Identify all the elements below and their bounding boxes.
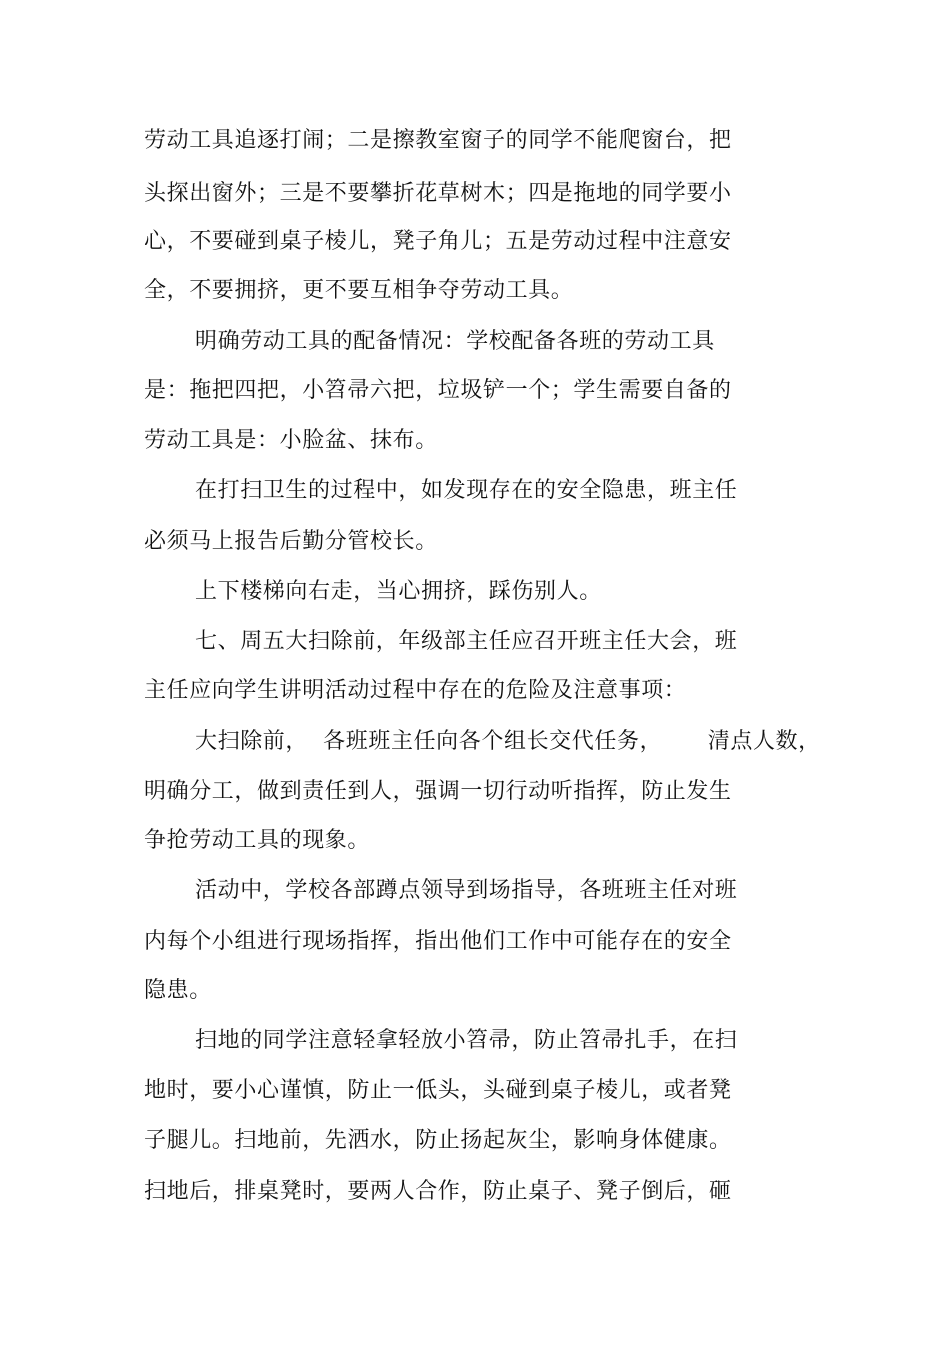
text-line: 扫地后，排桌凳时，要两人合作，防止桌子、凳子倒后，砸 (144, 1179, 732, 1204)
paragraph-first-line: 上下楼梯向右走，当心拥挤，踩伤别人。 (195, 579, 602, 604)
text-line: 全，不要拥挤，更不要互相争夺劳动工具。 (144, 278, 574, 303)
text-line: 劳动工具追逐打闹；二是擦教室窗子的同学不能爬窗台，把 (144, 128, 732, 153)
paragraph-first-line: 活动中，学校各部蹲点领导到场指导，各班班主任对班 (195, 878, 738, 903)
paragraph-first-line: 扫地的同学注意轻拿轻放小笤帚，防止笤帚扎手，在扫 (195, 1028, 738, 1053)
text-line: 是：拖把四把，小笤帚六把，垃圾铲一个；学生需要自备的 (144, 378, 732, 403)
text-line: 地时，要小心谨慎，防止一低头，头碰到桌子棱儿，或者凳 (144, 1078, 732, 1103)
text-line: 争抢劳动工具的现象。 (144, 828, 371, 853)
text-line: 隐患。 (144, 978, 212, 1003)
paragraph-first-line: 大扫除前， 各班班主任向各个组长交代任务， 清点人数， (195, 729, 821, 754)
text-line: 内每个小组进行现场指挥，指出他们工作中可能存在的安全 (144, 929, 732, 954)
text-line: 主任应向学生讲明活动过程中存在的危险及注意事项： (144, 678, 687, 703)
text-line: 劳动工具是：小脸盆、抹布。 (144, 428, 438, 453)
text-line: 必须马上报告后勤分管校长。 (144, 529, 438, 554)
text-line: 心，不要碰到桌子棱儿，凳子角儿；五是劳动过程中注意安 (144, 229, 732, 254)
text-line: 头探出窗外；三是不要攀折花草树木；四是拖地的同学要小 (144, 181, 732, 206)
paragraph-first-line: 在打扫卫生的过程中，如发现存在的安全隐患，班主任 (195, 478, 738, 503)
paragraph-first-line: 七、周五大扫除前，年级部主任应召开班主任大会，班 (195, 629, 738, 654)
text-line: 明确分工，做到责任到人，强调一切行动听指挥，防止发生 (144, 779, 732, 804)
paragraph-first-line: 明确劳动工具的配备情况：学校配备各班的劳动工具 (195, 329, 715, 354)
text-line: 子腿儿。扫地前，先洒水，防止扬起灰尘，影响身体健康。 (144, 1128, 732, 1153)
